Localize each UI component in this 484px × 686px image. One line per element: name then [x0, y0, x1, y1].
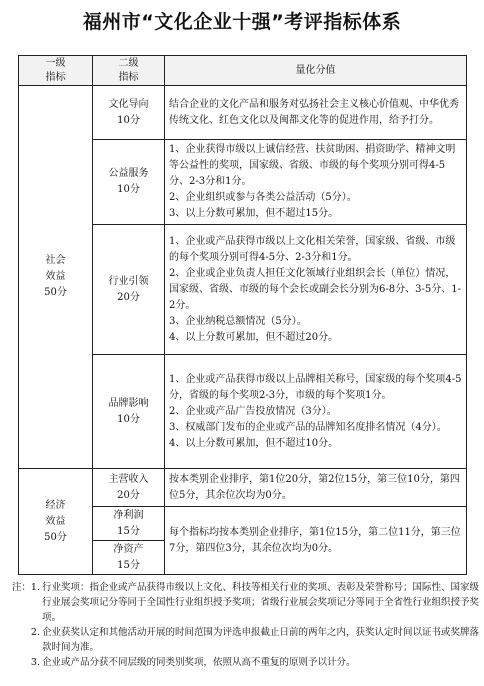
table-row — [19, 86, 467, 140]
table-row — [19, 469, 467, 507]
score-industry-leadership: 1、企业或产品获得市级以上文化相关荣誉，国家级、省级、市级的每个奖项分别可得4-5分、2-3分和1分。 2、企业或企业负责人担任文化领域行业组织会长（单位）情况，国家级、省级、市级的每个会长或副会长分别为6-8分、3-5分、1-2分。 3、企业纳税总额情况（5分）。 4、以上分数可累加，但不超过20分。 — [165, 225, 467, 355]
score-culture-orientation: 结合企业的文化产品和服务对弘扬社会主义核心价值观、中华优秀传统文化、红色文化以及闽都文化等的促进作用，给予打分。 — [165, 86, 467, 140]
indicator-net-profit: 净利润 15分 — [93, 507, 165, 541]
indicator-public-service: 公益服务 10分 — [93, 140, 165, 225]
header-level1: 一级 指标 — [19, 56, 93, 86]
score-public-service: 1、企业获得市级以上诚信经营、扶贫助困、捐资助学、精神文明等公益性的奖项，国家级、省级、市级的每个奖项分别可得4-5分、2-3分和1分。 2、企业组织或参与各类公益活动（5分）。 3、以上分数可累加，但不超过15分。 — [165, 140, 467, 225]
notes-section — [6, 580, 480, 670]
note-item: 注：1. 行业奖项：指企业或产品获得市级以上文化、科技等相关行业的奖项、表彰及荣誉称号；国际性、国家级行业展会奖项记分等同于全国性行业组织授予奖项；省级行业展会奖项记分等同于全省性行业组织授予奖项。 — [11, 582, 480, 623]
header-score: 量化分值 — [165, 56, 467, 86]
score-main-revenue: 按本类别企业排序，第1位20分，第2位15分，第三位10分，第四位5分，其余位次均为0分。 — [165, 469, 467, 507]
document-title: 福州市“文化企业十强”考评指标体系 — [82, 11, 402, 33]
note-item: 2. 企业获奖认定和其他活动开展的时间范围为评选申报截止日前的两年之内，获奖认定时间以证书或奖牌落款时间为准。 — [30, 627, 480, 653]
scoring-table — [18, 55, 467, 575]
group-social-label: 社会 效益 50分 — [19, 86, 93, 469]
notes-prefix: 注： — [11, 582, 31, 593]
indicator-net-assets: 净资产 15分 — [93, 541, 165, 575]
group-economic-label: 经济 效益 50分 — [19, 469, 93, 575]
table-header-row — [19, 56, 467, 86]
indicator-brand-influence: 品牌影响 10分 — [93, 355, 165, 469]
indicator-main-revenue: 主营收入 20分 — [93, 469, 165, 507]
header-level2: 二级 指标 — [93, 56, 165, 86]
indicator-industry-leadership: 行业引领 20分 — [93, 225, 165, 355]
score-profit-and-assets: 每个指标均按本类别企业排序，第1位15分，第二位11分，第三位7分，第四位3分，其余位次均为0分。 — [165, 507, 467, 575]
indicator-culture-orientation: 文化导向 10分 — [93, 86, 165, 140]
note-item: 3. 企业或产品分获不同层级的同类别奖项，依照从高不重复的原则予以计分。 — [30, 657, 356, 668]
score-brand-influence: 1、企业或产品获得市级以上品牌相关称号，国家级的每个奖项4-5分，省级的每个奖项2-3分，市级的每个奖项1分。 2、企业或产品广告投放情况（3分）。 3、权威部门发布的企业或产品的品牌知名度排名情况（4分）。 4、以上分数可累加，但不超过10分。 — [165, 355, 467, 469]
